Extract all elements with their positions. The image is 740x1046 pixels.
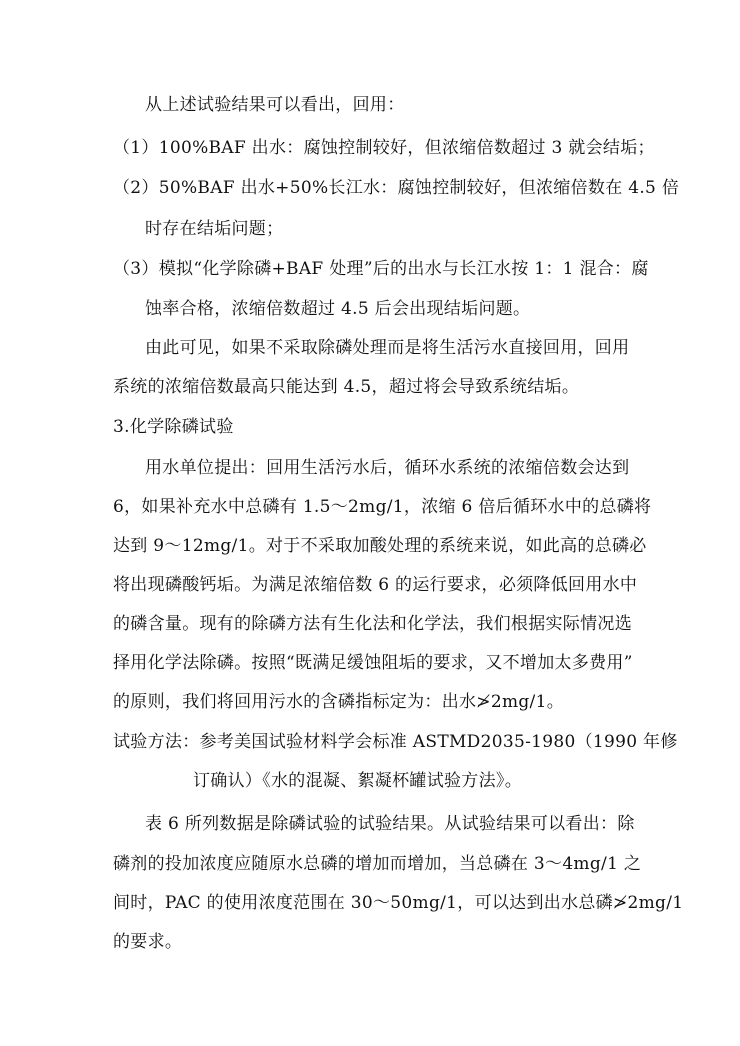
paragraph-line: 试验方法：参考美国试验材料学会标准 ASTMD2035-1980（1990 年修 — [113, 732, 678, 752]
paragraph-line: 将出现磷酸钙垢。为满足浓缩倍数 6 的运行要求，必须降低回用水中 — [113, 575, 638, 595]
list-item-line: （2）50%BAF 出水+50%长江水：腐蚀控制较好，但浓缩倍数在 4.5 倍 — [113, 178, 680, 198]
paragraph-line: 系统的浓缩倍数最高只能达到 4.5，超过将会导致系统结垢。 — [113, 377, 580, 397]
paragraph-line: 由此可见，如果不采取除磷处理而是将生活污水直接回用，回用 — [145, 338, 630, 358]
paragraph-line: 表 6 所列数据是除磷试验的试验结果。从试验结果可以看出：除 — [145, 814, 635, 834]
paragraph-line: 用水单位提出：回用生活污水后，循环水系统的浓缩倍数会达到 — [145, 458, 630, 478]
paragraph-line: 从上述试验结果可以看出，回用： — [145, 95, 405, 115]
paragraph-line: 6，如果补充水中总磷有 1.5～2mg/1，浓缩 6 倍后循环水中的总磷将 — [113, 497, 652, 517]
paragraph-line: 择用化学法除磷。按照“既满足缓蚀阻垢的要求，又不增加太多费用” — [113, 653, 633, 673]
list-item-line: （1）100%BAF 出水：腐蚀控制较好，但浓缩倍数超过 3 就会结垢； — [113, 138, 655, 158]
list-item-line: 蚀率合格，浓缩倍数超过 4.5 后会出现结垢问题。 — [145, 299, 531, 319]
list-item-line: （3）模拟“化学除磷+BAF 处理”后的出水与长江水按 1：1 混合：腐 — [113, 259, 649, 279]
list-item-line: 时存在结垢问题； — [145, 219, 284, 239]
paragraph-line: 的要求。 — [113, 932, 183, 952]
paragraph-line: 达到 9～12mg/1。对于不采取加酸处理的系统来说，如此高的总磷必 — [113, 536, 647, 556]
section-heading: 3.化学除磷试验 — [113, 417, 234, 437]
paragraph-line: 订确认）《水的混凝、絮凝杯罐试验方法》。 — [193, 771, 522, 791]
paragraph-line: 间时，PAC 的使用浓度范围在 30～50mg/1，可以达到出水总磷≯2mg/1 — [113, 893, 684, 913]
paragraph-line: 的磷含量。现有的除磷方法有生化法和化学法，我们根据实际情况选 — [113, 614, 632, 634]
paragraph-line: 的原则，我们将回用污水的含磷指标定为：出水≯2mg/1。 — [113, 692, 565, 712]
paragraph-line: 磷剂的投加浓度应随原水总磷的增加而增加，当总磷在 3～4mg/1 之 — [113, 854, 642, 874]
